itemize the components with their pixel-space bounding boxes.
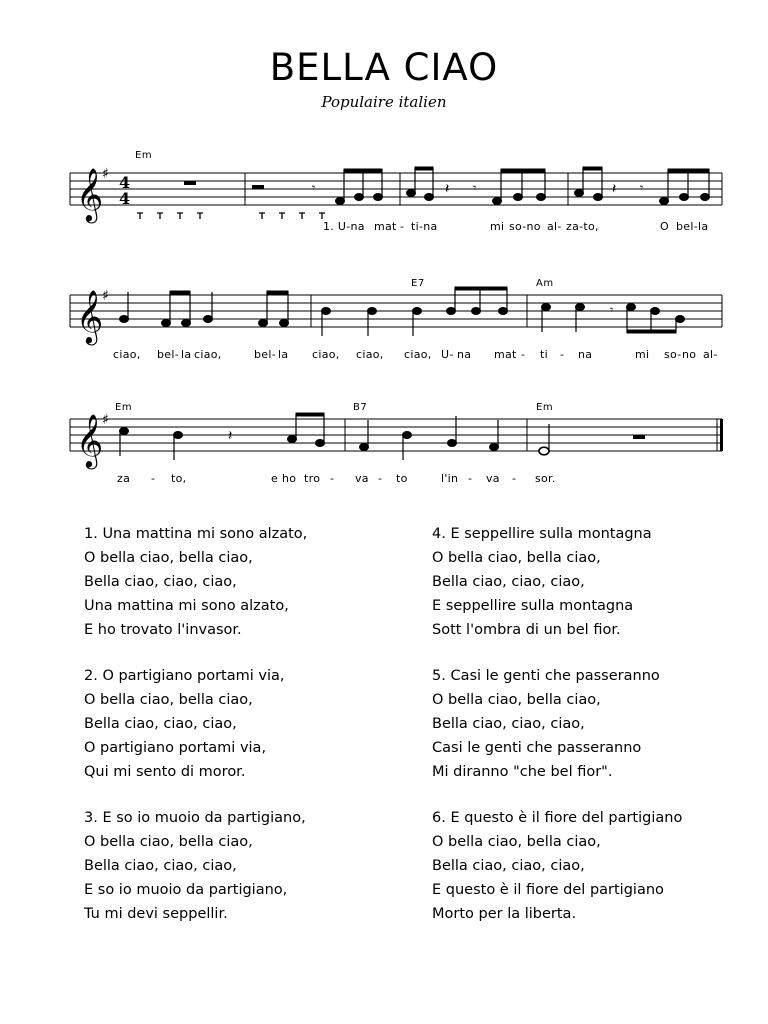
sharp-key-signature-icon: ♯ [102,412,109,428]
music-system-3 [0,392,768,502]
treble-clef-icon: 𝄞 [76,413,104,467]
verse-line: O bella ciao, bella ciao, [432,692,601,708]
verse-line: 6. E questo è il fiore del partigiano [432,810,683,826]
verse-line: Morto per la liberta. [432,906,577,922]
verse-line: Bella ciao, ciao, ciao, [432,858,585,874]
lyric-syllable: la [181,348,192,361]
verse-line: 3. E so io muoio da partigiano, [84,810,306,826]
music-system-1 [0,140,768,250]
song-subtitle: Populaire italien [321,93,447,111]
lyric-syllable: ho [282,472,297,485]
lyric-syllable: to, [171,472,187,485]
lyric-syllable: to [396,472,408,485]
svg-text:𝄾: 𝄾 [312,181,316,195]
lyric-syllable: e [271,472,279,485]
verse-line: 5. Casi le genti che passeranno [432,668,660,684]
verse-line: 4. E seppellire sulla montagna [432,526,652,542]
lyric-line-2 [0,348,768,368]
chord-symbol: Em [115,402,133,413]
lyric-syllable: za [117,472,131,485]
lyric-syllable: ciao, [194,348,222,361]
lyric-syllable: sor. [535,472,556,485]
lyric-line-1 [0,220,768,240]
svg-text:𝄽: 𝄽 [445,181,450,197]
verse-1 [84,522,414,642]
lyric-syllable: ciao, [356,348,384,361]
lyric-syllable: 1. U-na [323,220,365,233]
lyric-syllable: - [512,472,517,485]
time-signature-bottom: 4 [119,189,131,208]
lyric-syllable: ciao, [113,348,141,361]
lyric-syllable: na [457,348,472,361]
verse-line: Mi diranno "che bel fior". [432,764,613,780]
lyric-syllable: O [660,220,669,233]
verse-line: O bella ciao, bella ciao, [432,550,601,566]
lyric-syllable: na [578,348,593,361]
svg-text:𝄾: 𝄾 [640,181,644,195]
sharp-key-signature-icon: ♯ [102,166,109,182]
verse-line: Bella ciao, ciao, ciao, [432,574,585,590]
lyric-syllable: al- [547,220,562,233]
lyric-syllable: - [378,472,383,485]
treble-clef-icon: 𝄞 [76,167,104,221]
sharp-key-signature-icon: ♯ [102,288,109,304]
lyric-syllable: bel- [157,348,179,361]
lyric-syllable: mat [374,220,397,233]
lyric-syllable: mi [635,348,650,361]
chord-symbol: E7 [411,278,425,289]
verse-line: Sott l'ombra di un bel fior. [432,622,621,638]
lyric-syllable: mat [494,348,517,361]
verse-line: Qui mi sento di moror. [84,764,246,780]
chord-symbol: B7 [353,402,368,413]
lyric-syllable: so- [664,348,682,361]
lyric-syllable: bel- [254,348,276,361]
verse-line: O partigiano portami via, [84,740,267,756]
chord-symbol: Em [536,402,554,413]
lyric-syllable: - [400,220,405,233]
svg-text:𝄾: 𝄾 [610,303,614,317]
verse-line: Bella ciao, ciao, ciao, [432,716,585,732]
verse-2 [84,664,414,784]
svg-text:𝄾: 𝄾 [473,181,477,195]
lyric-syllable: - [330,472,335,485]
verse-line: O bella ciao, bella ciao, [84,692,253,708]
lyric-syllable: U- [441,348,454,361]
svg-text:𝄽: 𝄽 [612,181,617,197]
verse-5 [432,664,762,784]
svg-text:𝄽: 𝄽 [228,428,233,444]
lyric-syllable: ti [540,348,548,361]
verse-4 [432,522,762,642]
lyric-syllable: bel-la [676,220,709,233]
verse-line: O bella ciao, bella ciao, [432,834,601,850]
lyric-syllable: - [521,348,526,361]
lyric-syllable: al- [703,348,718,361]
lyric-syllable: ciao, [404,348,432,361]
lyric-syllable: - [468,472,473,485]
lyric-syllable: za-to, [566,220,599,233]
verses-left-column [84,522,414,948]
lyric-syllable: l'in [441,472,459,485]
lyric-syllable: ciao, [312,348,340,361]
verse-line: E ho trovato l'invasor. [84,622,242,638]
verse-line: E seppellire sulla montagna [432,598,634,614]
verse-line: Casi le genti che passeranno [432,740,642,756]
verse-line: O bella ciao, bella ciao, [84,550,253,566]
verse-line: Tu mi devi seppellir. [84,906,228,922]
lyric-syllable: so-no [509,220,541,233]
song-title: BELLA CIAO [269,46,499,89]
verse-line: E questo è il fiore del partigiano [432,882,664,898]
lyric-syllable: va [486,472,500,485]
lyric-syllable: - [151,472,156,485]
lyric-syllable: - [560,348,565,361]
chord-symbol: Em [135,150,153,161]
verse-line: 2. O partigiano portami via, [84,668,285,684]
lyric-syllable: mi [490,220,505,233]
lyric-syllable: tro [304,472,321,485]
lyric-line-3 [0,472,768,492]
verse-line: Bella ciao, ciao, ciao, [84,858,237,874]
verse-line: O bella ciao, bella ciao, [84,834,253,850]
lyric-syllable: ti-na [411,220,438,233]
verse-line: Bella ciao, ciao, ciao, [84,574,237,590]
lyric-syllable: va [355,472,369,485]
time-signature-top: 4 [119,173,131,192]
chord-symbol: Am [536,278,554,289]
lyric-syllable: no [682,348,697,361]
verse-line: Bella ciao, ciao, ciao, [84,716,237,732]
treble-clef-icon: 𝄞 [76,289,104,343]
verses-right-column [432,522,762,948]
lyric-syllable: la [278,348,289,361]
verse-line: Una mattina mi sono alzato, [84,598,289,614]
verse-line: 1. Una mattina mi sono alzato, [84,526,308,542]
verse-3 [84,806,414,926]
verse-6 [432,806,762,926]
music-system-2 [0,270,768,380]
verse-line: E so io muoio da partigiano, [84,882,288,898]
